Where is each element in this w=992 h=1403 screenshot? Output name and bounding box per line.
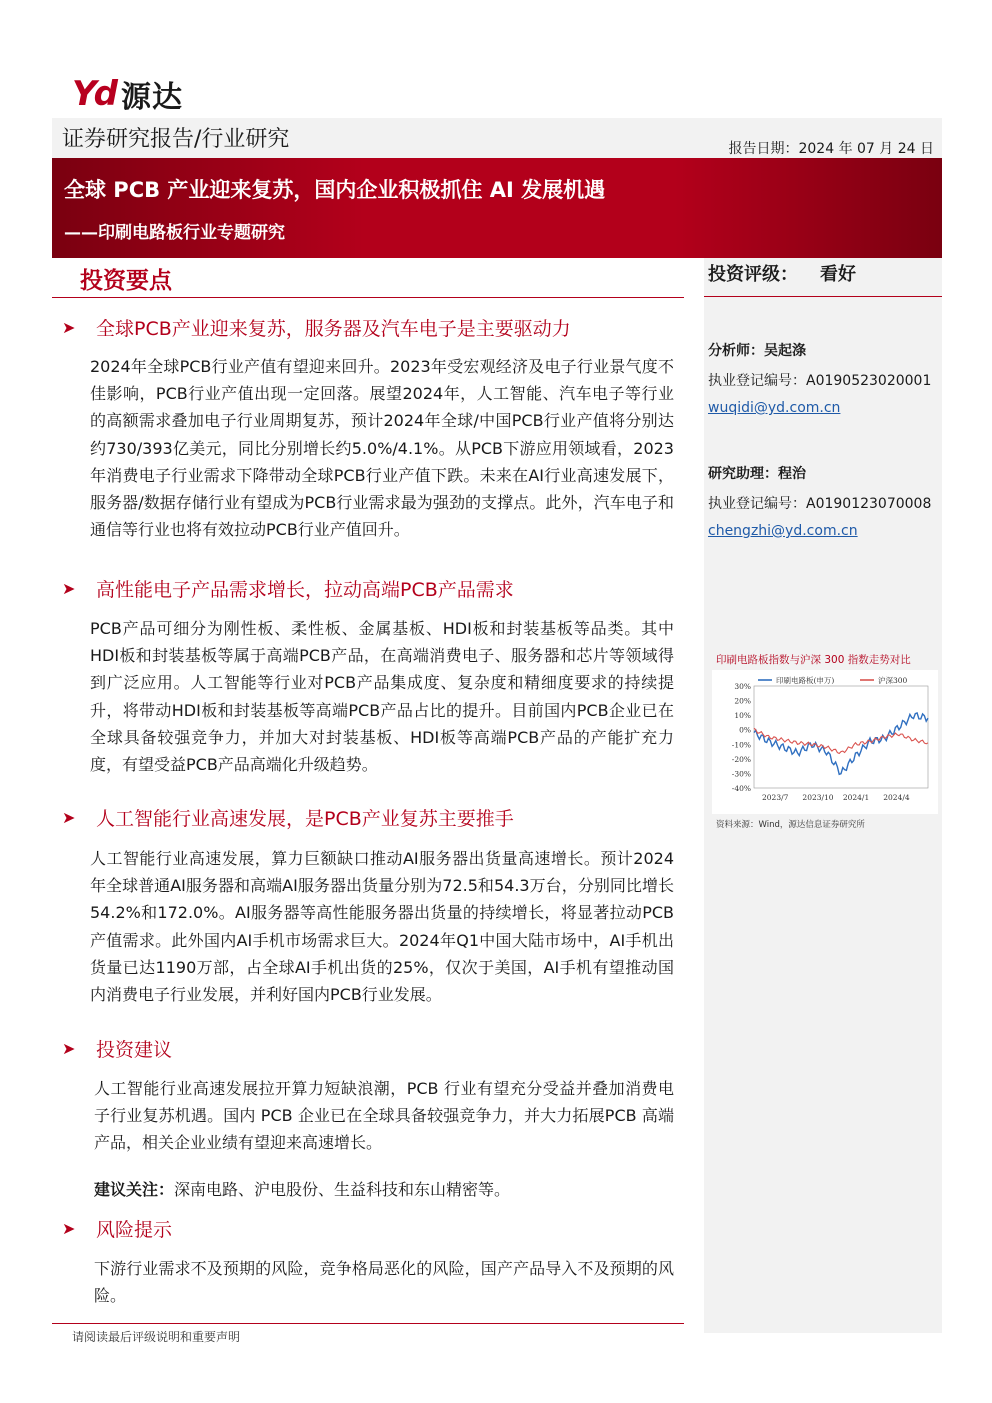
assistant-registration: 执业登记编号：A0190123070008 bbox=[708, 496, 932, 512]
chart-svg bbox=[712, 670, 938, 814]
section-2-body: PCB产品可细分为刚性板、柔性板、金属基板、HDI板和封装基板等品类。其中HDI板和封装基板等属于高端PCB产品，在高端消费电子、服务器和芯片等领域得到广泛应用。人工智能等行业对PCB产品集成度、复杂度和精细度要求的持续提升，将带动HDI板和封装基板等高端PCB产品占比的提升。目前国内PCB企业已在全球具备较强竞争力，并加大对封装基板、HDI板等高端PCB产品的产能扩充力度，有望受益PCB产品高端化升级趋势。 bbox=[90, 619, 674, 775]
assistant-email-link[interactable]: chengzhi@yd.com.cn bbox=[708, 523, 858, 539]
section-4-body: 人工智能行业高速发展拉开算力短缺浪潮，PCB 行业有望充分受益并叠加消费电子行业复苏机遇。国内 PCB 企业已在全球具备较强竞争力，并大力拓展PCB 高端产品，相关企业业绩有望迎来高速增长。 bbox=[94, 1079, 674, 1153]
rating-divider bbox=[704, 296, 942, 297]
footer-disclaimer: 请阅读最后评级说明和重要声明 bbox=[72, 1330, 241, 1344]
bullet-arrow-icon: ➤ bbox=[62, 318, 76, 337]
y-tick-label: 20% bbox=[734, 696, 751, 706]
heading-divider bbox=[52, 297, 684, 298]
y-tick-label: 0% bbox=[739, 725, 751, 735]
analyst-name: 分析师：吴起涤 bbox=[708, 343, 806, 359]
report-type: 证券研究报告/行业研究 bbox=[62, 127, 290, 152]
legend-label: 印刷电路板(申万) bbox=[776, 676, 835, 685]
section-1-body: 2024年全球PCB行业产值有望迎来回升。2023年受宏观经济及电子行业景气度不佳影响，PCB行业产值出现一定回落。展望2024年，人工智能、汽车电子等行业的高额需求叠加电子行业周期复苏，预计2024年全球/中国PCB行业产值将分别达约730/393亿美元，同比分别增长约5.0%/4.1%。从PCB下游应用领域看，2023年消费电子行业需求下降带动全球PCB行业产值下跌。未来在AI行业高速发展下，服务器/数据存储行业有望成为PCB行业需求最为强劲的支撑点。此外，汽车电子和通信等行业也将有效拉动PCB行业产值回升。 bbox=[90, 357, 674, 540]
investment-rating bbox=[708, 260, 856, 286]
x-tick-label: 2023/10 bbox=[802, 793, 834, 802]
section-4-heading-text: 投资建议 bbox=[96, 1039, 173, 1061]
index-comparison-chart bbox=[712, 670, 938, 814]
report-subtitle: ——印刷电路板行业专题研究 bbox=[64, 223, 285, 243]
title-band bbox=[52, 158, 942, 258]
y-tick-label: 30% bbox=[734, 682, 751, 691]
report-title: 全球 PCB 产业迎来复苏，国内企业积极抓住 AI 发展机遇 bbox=[64, 178, 606, 202]
chart-source: 资料来源：Wind，源达信息证券研究所 bbox=[716, 820, 865, 830]
series-line-0 bbox=[754, 713, 928, 774]
footer-divider bbox=[52, 1323, 684, 1324]
x-tick-label: 2024/4 bbox=[883, 793, 910, 802]
x-tick-label: 2023/7 bbox=[762, 793, 789, 802]
report-date: 报告日期：2024 年 07 月 24 日 bbox=[728, 141, 934, 157]
bullet-arrow-icon: ➤ bbox=[62, 1039, 76, 1058]
assistant-name: 研究助理：程治 bbox=[708, 466, 806, 482]
analyst-registration: 执业登记编号：A0190523020001 bbox=[708, 373, 932, 389]
bullet-arrow-icon: ➤ bbox=[62, 808, 76, 827]
y-tick-label: -30% bbox=[731, 769, 751, 779]
section-2-heading-text: 高性能电子产品需求增长，拉动高端PCB产品需求 bbox=[96, 579, 514, 601]
logo-text: 源达 bbox=[120, 80, 183, 115]
section-3-body: 人工智能行业高速发展，算力巨额缺口推动AI服务器出货量高速增长。预计2024年全球普通AI服务器和高端AI服务器出货量分别为72.5和54.3万台，分别同比增长54.2%和172.0%。AI服务器等高性能服务器出货量的持续增长，将显著拉动PCB产值需求。此外国内AI手机市场需求巨大。2024年Q1中国大陆市场中，AI手机出货量已达1190万部，占全球AI手机出货的25%，仅次于美国，AI手机有望推动国内消费电子行业发展，并利好国内PCB行业发展。 bbox=[90, 849, 674, 1005]
brand-logo bbox=[72, 74, 183, 114]
y-tick-label: -10% bbox=[731, 740, 751, 750]
section-1-heading-text: 全球PCB产业迎来复苏，服务器及汽车电子是主要驱动力 bbox=[96, 318, 571, 340]
section-heading: 投资要点 bbox=[80, 268, 172, 294]
chart-title: 印刷电路板指数与沪深 300 指数走势对比 bbox=[716, 654, 911, 666]
series-line-1 bbox=[754, 728, 928, 753]
section-3-heading-text: 人工智能行业高速发展，是PCB产业复苏主要推手 bbox=[96, 808, 514, 830]
logo-mark: Yd bbox=[72, 74, 115, 114]
bullet-arrow-icon: ➤ bbox=[62, 579, 76, 598]
section-1-heading bbox=[62, 314, 571, 341]
analyst-email-link[interactable]: wuqidi@yd.com.cn bbox=[708, 400, 841, 416]
y-tick-label: -40% bbox=[731, 784, 751, 793]
rating-value: 看好 bbox=[820, 264, 856, 285]
section-3-heading bbox=[62, 804, 514, 831]
section-2-heading bbox=[62, 575, 514, 602]
recommendation-text: 深南电路、沪电股份、生益科技和东山精密等。 bbox=[174, 1180, 511, 1199]
recommendation-label: 建议关注： bbox=[94, 1180, 175, 1199]
rating-label: 投资评级： bbox=[708, 264, 798, 285]
bullet-arrow-icon: ➤ bbox=[62, 1219, 76, 1238]
y-tick-label: -20% bbox=[731, 754, 751, 764]
recommendation-line bbox=[94, 1176, 674, 1203]
legend-label: 沪深300 bbox=[878, 676, 908, 685]
section-5-body: 下游行业需求不及预期的风险，竞争格局恶化的风险，国产产品导入不及预期的风险。 bbox=[94, 1259, 674, 1306]
section-5-heading-text: 风险提示 bbox=[96, 1219, 173, 1241]
y-tick-label: 10% bbox=[734, 711, 751, 721]
x-tick-label: 2024/1 bbox=[842, 793, 870, 802]
section-4-heading bbox=[62, 1035, 172, 1062]
section-5-heading bbox=[62, 1215, 172, 1242]
